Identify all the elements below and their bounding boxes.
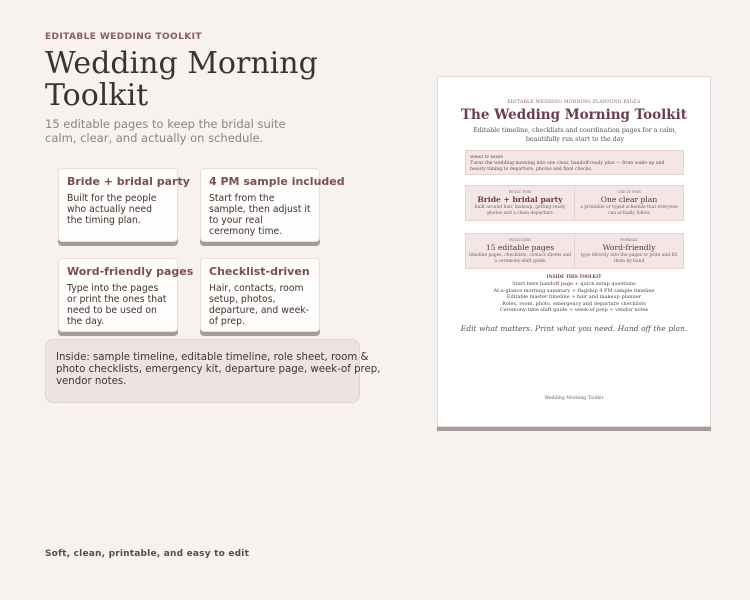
preview-cell-label: BUILT FOR	[508, 189, 532, 194]
preview-subtitle: Editable timeline, checklists and coordination pages for a calm, beautifully run start to the day	[473, 127, 677, 143]
preview-cell-text: a printable or typed schedule that everyone can actually follow	[580, 205, 678, 216]
inside-note-text: Inside: sample timeline, editable timeline, role sheet, room & photo checklists, emergency kit, departure page, week-of prep, vendor notes.	[56, 352, 381, 387]
feature-card-checklist	[200, 258, 320, 332]
feature-card-heading: Bride + bridal party	[67, 175, 190, 188]
list-item: At-a-glance morning summary + flagship 4 PM sample timeline	[493, 287, 655, 294]
preview-info-row	[465, 185, 684, 221]
preview-cell-text: type directly into the pages or print and fill them by hand	[580, 253, 678, 264]
feature-card-body: Type into the pages or print the ones that need to be used on the day.	[67, 283, 167, 327]
feature-card-body: Start from the sample, then adjust it to your real ceremony time.	[209, 193, 311, 237]
list-item: Editable master timeline + hair and makeup planner	[506, 294, 642, 301]
page-subtitle: 15 editable pages to keep the bridal suite calm, clear, and actually on schedule.	[45, 117, 286, 145]
list-item: Roles, room, photo, emergency and departure checklists	[502, 300, 646, 307]
preview-eyebrow: EDITABLE WEDDING MORNING PLANNING PAGES	[507, 100, 641, 105]
feature-card-heading: Checklist-driven	[209, 265, 310, 278]
preview-cell-label: USE IT FOR	[617, 189, 641, 194]
footer-tagline: Soft, clean, printable, and easy to edit	[45, 549, 250, 559]
preview-what-label: WHAT IT DOES	[470, 154, 503, 159]
feature-card-heading: 4 PM sample included	[209, 175, 345, 188]
list-item: Start-here handoff page + quick setup questions	[512, 281, 636, 287]
preview-info-row	[465, 233, 684, 269]
preview-inside-label: INSIDE THIS TOOLKIT	[546, 274, 602, 279]
feature-card-body: Built for the people who actually need the timing plan.	[67, 193, 157, 226]
feature-card-word-friendly	[58, 258, 194, 332]
inside-note-box	[45, 339, 381, 403]
eyebrow-label: EDITABLE WEDDING TOOLKIT	[45, 32, 202, 42]
preview-format-cell	[574, 234, 683, 268]
preview-footer: Wedding Morning Toolkit	[544, 396, 604, 401]
preview-cell-heading: One clear plan	[600, 195, 658, 204]
preview-cell-heading: Bride + bridal party	[477, 195, 563, 204]
preview-included-cell	[466, 234, 574, 268]
preview-use-for-cell	[574, 186, 683, 220]
preview-built-for-cell	[466, 186, 574, 220]
list-item: Ceremony-time shift guide + week-of prep + vendor notes	[499, 307, 649, 314]
preview-cell-heading: Word-friendly	[602, 243, 656, 252]
preview-inside-list	[438, 281, 710, 314]
feature-card-heading: Word-friendly pages	[67, 265, 194, 278]
preview-cell-label: INCLUDED	[508, 237, 532, 242]
feature-card-bridal-party	[58, 168, 190, 242]
preview-cell-text: built around hair, makeup, getting-ready photos and a clean departure	[474, 205, 566, 216]
preview-what-it-does-box	[465, 150, 684, 175]
toolkit-preview-page	[437, 76, 711, 427]
page-title: Wedding Morning Toolkit	[45, 46, 318, 113]
preview-what-text: Turns the wedding morning into one clear, handoff-ready plan — from wake-up and beauty timing to departure, photos and final checks.	[470, 161, 665, 172]
preview-cell-label: FORMAT	[620, 237, 638, 242]
preview-tagline: Edit what matters. Print what you need. Hand off the plan.	[460, 324, 688, 333]
preview-title: The Wedding Morning Toolkit	[460, 107, 688, 123]
preview-cell-text: timeline pages, checklists, contact sheets and a ceremony-shift guide	[468, 253, 572, 264]
feature-card-body: Hair, contacts, room setup, photos, departure, and week-of prep.	[209, 283, 310, 327]
feature-card-sample	[200, 168, 345, 242]
preview-cell-heading: 15 editable pages	[485, 243, 555, 252]
